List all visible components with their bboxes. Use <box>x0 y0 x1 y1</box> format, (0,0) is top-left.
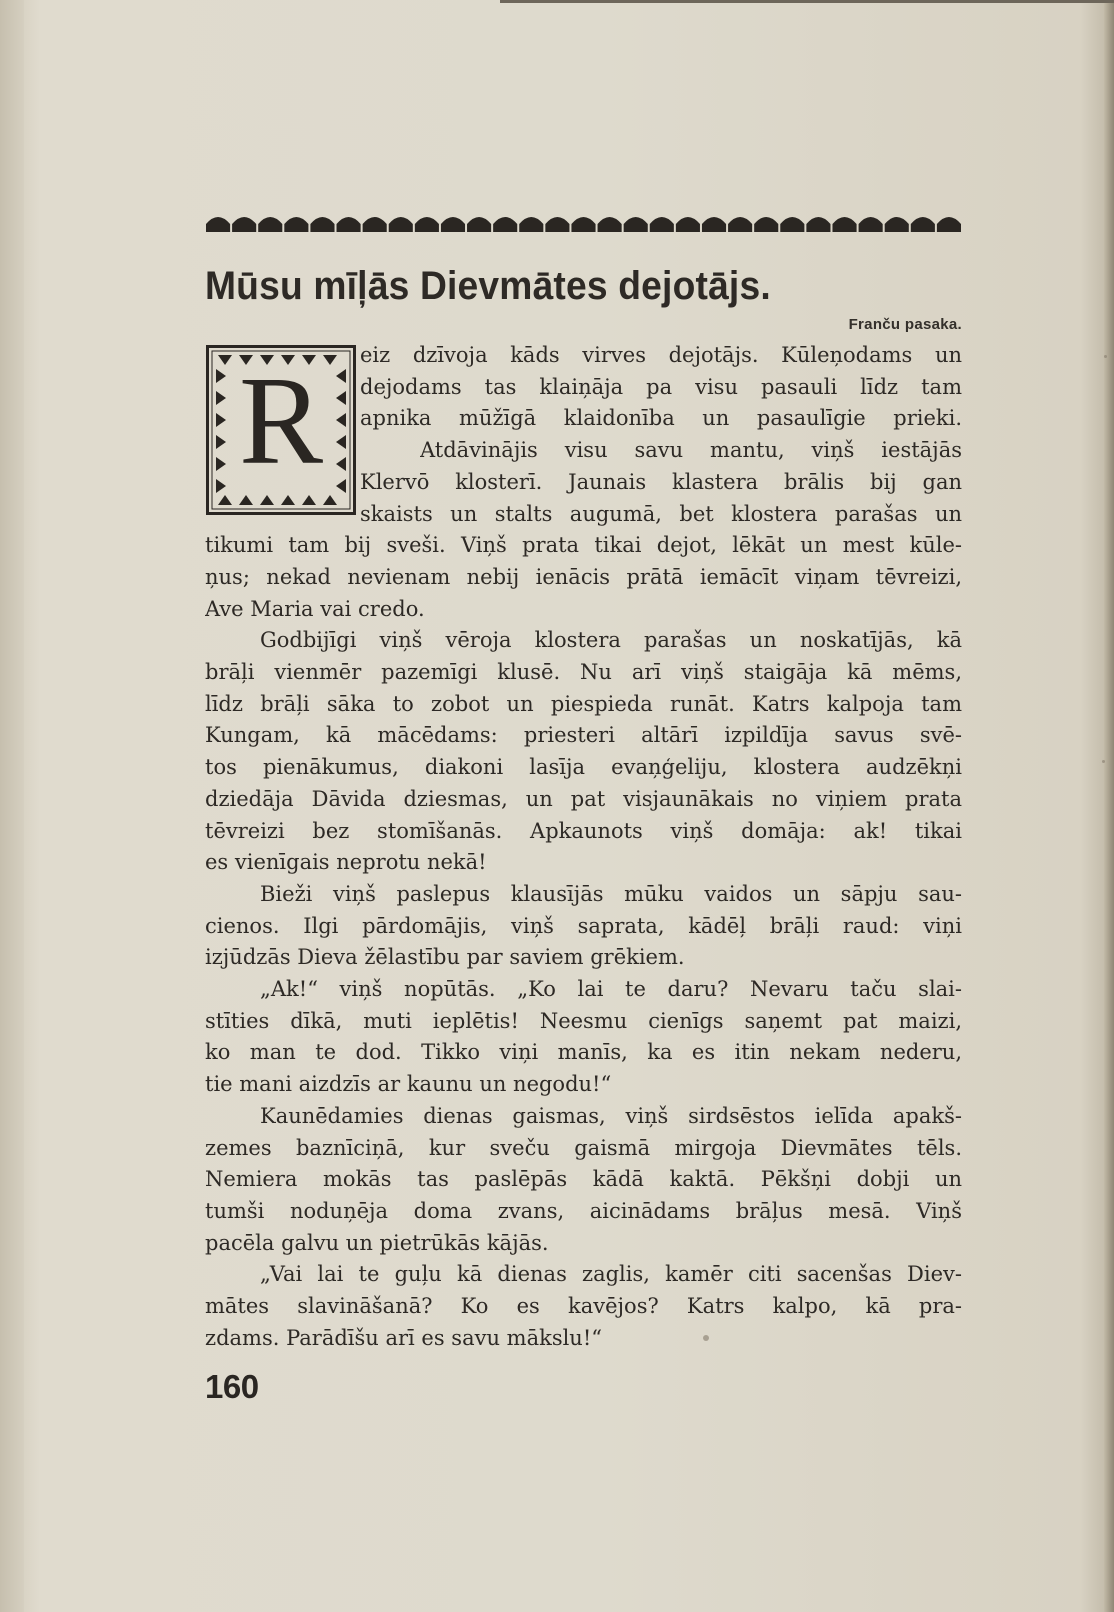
text-line: Ave Maria vai credo. <box>205 596 425 621</box>
text-line: brāļi vienmēr pazemīgi klusē. Nu arī viņš staigāja kā mēms, <box>205 660 962 684</box>
text-line: ko man te dod. Tikko viņi manīs, ka es itin nekam nederu, <box>205 1040 962 1065</box>
ornament-dome <box>232 217 256 232</box>
text-line: Kungam, kā mācēdams: priesteri altārī izpildīja savus svē- <box>205 723 962 748</box>
text-line: Nemiera mokās tas paslēpās kādā kaktā. Pēkšņi dobji un <box>205 1167 962 1192</box>
text-line: dziedāja Dāvida dziesmas, un pat visjaunākais no viņiem prata <box>205 786 962 811</box>
text-line: Godbijīgi viņš vēroja klostera parašas un noskatījās, kā <box>260 628 962 653</box>
drop-cap-triangle <box>260 495 274 505</box>
ornament-dome <box>258 217 282 232</box>
text-line: skaists un stalts augumā, bet klostera parašas un <box>360 501 962 526</box>
ornament-dome <box>284 217 308 232</box>
drop-cap-triangle <box>218 495 232 505</box>
text-line: zemes baznīciņā, kur sveču gaismā mirgoja Dievmātes tēls. <box>205 1135 962 1160</box>
text-line: tikumi tam bij sveši. Viņš prata tikai dejot, lēkāt un mest kūle- <box>205 533 962 558</box>
ornament-dome <box>467 217 491 232</box>
ornament-dome <box>415 217 439 232</box>
decorative-border-band <box>205 210 962 232</box>
text-line: eiz dzīvoja kāds virves dejotājs. Kūleņodams un <box>360 343 962 367</box>
text-line: mātes slavināšanā? Ko es kavējos? Katrs kalpo, kā pra- <box>205 1294 962 1318</box>
drop-cap-triangle <box>239 495 253 505</box>
ornament-dome <box>363 217 387 232</box>
text-line: Klervō klosterī. Jaunais klastera brālis bij gan <box>360 469 962 494</box>
ornament-dome <box>493 217 517 232</box>
ornament-dome <box>598 217 622 232</box>
text-line: zdams. Parādīšu arī es savu mākslu!“ <box>205 1325 603 1350</box>
page-gutter <box>0 0 24 1612</box>
ornament-dome <box>806 217 830 232</box>
ornament-dome <box>519 217 543 232</box>
ornament-dome <box>545 217 569 232</box>
ink-speck <box>703 1335 709 1341</box>
story-title: Mūsu mīļās Dievmātes dejotājs. <box>205 264 771 308</box>
text-line: ņus; nekad nevienam nebij ienācis prātā iemācīt viņam tēvreizi, <box>205 564 962 589</box>
text-line: Kaunēdamies dienas gaismas, viņš sirdsēstos ielīda apakš- <box>260 1103 962 1128</box>
ornament-dome <box>650 217 674 232</box>
ornament-dome <box>859 217 883 232</box>
ink-speck <box>1102 760 1105 763</box>
story-subtitle: Franču pasaka. <box>848 316 962 333</box>
ornament-dome <box>911 217 935 232</box>
ink-speck <box>1104 355 1107 358</box>
text-line: līdz brāļi sāka to zobot un piespieda runāt. Katrs kalpoja tam <box>205 691 962 716</box>
ornament-dome <box>754 217 778 232</box>
text-line: stīties dīkā, muti ieplētis! Neesmu cienīgs saņemt pat maizi, <box>205 1008 962 1033</box>
ornament-dome <box>441 217 465 232</box>
text-line: pacēla galvu un pietrūkās kājās. <box>205 1230 549 1255</box>
drop-cap-letter: R <box>238 352 324 491</box>
ornament-dome <box>937 217 961 232</box>
drop-cap-triangle <box>302 495 316 505</box>
text-line: tumši noduņēja doma zvans, aicinādams brāļus mesā. Viņš <box>205 1198 962 1223</box>
text-line: apnika mūžīgā klaidonība un pasaulīgie prieki. <box>360 406 962 431</box>
text-line: dejodams tas klaiņāja pa visu pasauli līdz tam <box>360 374 962 399</box>
page-number: 160 <box>205 1368 259 1405</box>
text-line: „Vai lai te guļu kā dienas zaglis, kamēr citi sacenšas Diev- <box>260 1262 962 1287</box>
ornament-dome <box>206 217 230 232</box>
ornament-dome <box>676 217 700 232</box>
text-line: es vienīgais neprotu nekā! <box>205 850 487 875</box>
text-line: cienos. Ilgi pārdomājis, viņš saprata, kādēļ brāļi raud: viņi <box>205 913 962 938</box>
text-line: tēvreizi bez stomīšanās. Apkaunots viņš domāja: ak! tikai <box>205 818 962 843</box>
page-edge <box>1104 0 1114 1612</box>
ornament-dome <box>337 217 361 232</box>
top-edge-line <box>500 0 1114 3</box>
ornament-dome <box>310 217 334 232</box>
ornament-dome <box>780 217 804 232</box>
ornament-dome <box>885 217 909 232</box>
ornament-dome <box>728 217 752 232</box>
drop-cap-triangle <box>281 495 295 505</box>
drop-cap-frame <box>206 345 356 515</box>
ornament-dome <box>624 217 648 232</box>
text-line: izjūdzās Dieva žēlastību par saviem grēkiem. <box>205 945 685 970</box>
ornament-dome <box>702 217 726 232</box>
ornament-dome <box>389 217 413 232</box>
ornament-dome <box>832 217 856 232</box>
text-line: Bieži viņš paslepus klausījās mūku vaidos un sāpju sau- <box>260 881 962 906</box>
text-line: „Ak!“ viņš nopūtās. „Ko lai te daru? Nevaru taču slai- <box>260 977 962 1001</box>
ornament-dome <box>571 217 595 232</box>
drop-cap-triangle <box>323 495 337 505</box>
text-line: tos pienākumus, diakoni lasīja evaņģeliju, klostera audzēkņi <box>205 755 962 780</box>
text-line: Atdāvinājis visu savu mantu, viņš iestājās <box>420 438 962 463</box>
text-line: tie mani aizdzīs ar kaunu un negodu!“ <box>205 1072 612 1097</box>
